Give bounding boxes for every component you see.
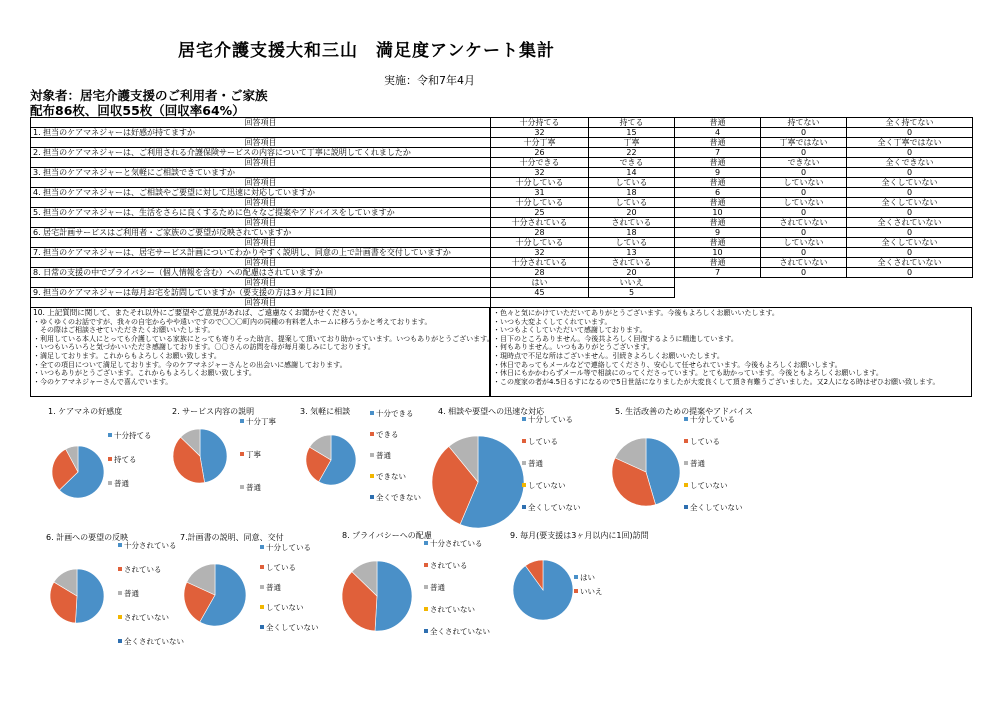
option-label-cell: 普通: [675, 138, 761, 148]
pie-chart-2: [172, 406, 276, 492]
comment-line: ・色々と気にかけていただいてありがとうございます。今後もよろしくお願いいたします。: [493, 309, 779, 317]
count-cell: 22: [589, 148, 675, 158]
pie-chart-1: [48, 406, 152, 498]
page-title: 居宅介護支援大和三山 満足度アンケート集計: [178, 41, 555, 61]
header-label-cell: 回答項目: [31, 258, 491, 268]
count-cell: 20: [589, 268, 675, 278]
legend-swatch: [684, 483, 688, 487]
pie-chart-4: [432, 406, 580, 528]
option-label-cell: 十分されている: [491, 218, 589, 228]
count-cell: 25: [491, 208, 589, 218]
legend-swatch: [424, 541, 428, 545]
question-cell: 5. 担当のケアマネジャーは、生活をさらに良くするために色々なご提案やアドバイスをしていますか: [31, 208, 491, 218]
option-label-cell: はい: [491, 278, 589, 288]
legend-swatch: [370, 495, 374, 499]
legend-label: 全くされていない: [430, 627, 490, 636]
count-cell: 0: [761, 188, 847, 198]
table-row: [31, 168, 973, 178]
legend-label: 十分している: [690, 415, 735, 424]
header-label-cell: 回答項目: [31, 118, 491, 128]
survey-date: 実施：令和7年4月: [384, 74, 475, 87]
legend-label: されている: [430, 561, 468, 570]
distribution-summary: 配布86枚、回収55枚（回収率64%）: [30, 103, 245, 118]
legend-label: している: [528, 437, 558, 446]
table-row: [31, 208, 973, 218]
count-cell: 18: [589, 228, 675, 238]
header-label-cell: 回答項目: [31, 198, 491, 208]
count-cell: 28: [491, 268, 589, 278]
comment-line: ・いつもありがとうございます。これからもよろしくお願い致します。: [33, 369, 256, 378]
option-label-cell: いいえ: [589, 278, 675, 288]
comment-line: ・目下のところありません。今後共よろしく回復するように精進しています。: [493, 334, 738, 343]
legend-label: 全くしていない: [528, 503, 581, 512]
option-label-cell: 全くできない: [847, 158, 973, 168]
question-cell: 6. 居宅計画サービスはご利用者・ご家族のご要望が反映されていますか: [31, 228, 491, 238]
legend-label: 全くしていない: [266, 623, 319, 632]
empty-cell: [847, 278, 973, 288]
comments-left: [30, 307, 494, 397]
chart-title: 2. サービス内容の説明: [172, 407, 255, 416]
legend-swatch: [118, 543, 122, 547]
count-cell: 5: [589, 288, 675, 298]
table-header-row: [31, 118, 973, 128]
option-label-cell: 全くしていない: [847, 178, 973, 188]
empty-cell: [761, 298, 847, 308]
legend-label: 普通: [528, 459, 543, 468]
legend-swatch: [240, 485, 244, 489]
question-10-text: 10. 上記質問に関して、またそれ以外にご要望やご意見があれば、ご遠慮なくお聞かせください。: [33, 308, 363, 317]
table-header-row: [31, 158, 973, 168]
legend-swatch: [684, 417, 688, 421]
option-label-cell: 十分している: [491, 198, 589, 208]
option-label-cell: している: [589, 238, 675, 248]
count-cell: 9: [675, 228, 761, 238]
legend-swatch: [522, 439, 526, 443]
empty-cell: [491, 298, 589, 308]
pie-chart-8: [342, 530, 490, 636]
option-label-cell: 普通: [675, 118, 761, 128]
count-cell: 13: [589, 248, 675, 258]
count-cell: 0: [847, 228, 973, 238]
count-cell: 0: [761, 268, 847, 278]
empty-cell: [847, 288, 973, 298]
count-cell: 0: [847, 128, 973, 138]
comment-line: ・満足しております。これからもよろしくお願い致します。: [33, 351, 221, 360]
legend-swatch: [118, 615, 122, 619]
legend-swatch: [260, 585, 264, 589]
count-cell: 32: [491, 168, 589, 178]
legend-swatch: [424, 563, 428, 567]
comment-line: ・休日であってもメールなどで連絡してくださり、安心して任せられています。今後もよろしくお願いします。: [493, 360, 842, 369]
option-label-cell: 普通: [675, 258, 761, 268]
legend-label: はい: [580, 573, 595, 582]
option-label-cell: 全くされていない: [847, 258, 973, 268]
legend-swatch: [260, 625, 264, 629]
header-label-cell: 回答項目: [31, 178, 491, 188]
legend-label: 十分されている: [430, 539, 483, 548]
legend-label: されていない: [430, 605, 475, 614]
table-row: [31, 128, 973, 138]
pie-slice: [200, 429, 227, 483]
comment-line: ・いつもよくしていただいて感謝しております。: [493, 326, 647, 335]
table-header-row: [31, 258, 973, 268]
option-label-cell: していない: [761, 238, 847, 248]
legend-swatch: [260, 545, 264, 549]
table-row: [31, 228, 973, 238]
table-header-row: [31, 178, 973, 188]
legend-swatch: [424, 629, 428, 633]
legend-swatch: [240, 419, 244, 423]
comment-line: ・今のケアマネジャーさんで喜んでいます。: [33, 377, 173, 386]
comment-line: ・休日にもかかわらずメール等で相談にのってくださっています。とても助かっています。今後ともよろしくお願いします。: [493, 369, 883, 378]
question-cell: 4. 担当のケアマネジャーは、ご相談やご要望に対して迅速に対応していますか: [31, 188, 491, 198]
count-cell: 18: [589, 188, 675, 198]
legend-swatch: [118, 591, 122, 595]
table-row: [31, 188, 973, 198]
option-label-cell: 普通: [675, 198, 761, 208]
empty-cell: [675, 288, 761, 298]
legend-label: 普通: [114, 479, 129, 488]
count-cell: 7: [675, 268, 761, 278]
legend-swatch: [522, 417, 526, 421]
count-cell: 10: [675, 208, 761, 218]
count-cell: 0: [761, 168, 847, 178]
count-cell: 0: [761, 208, 847, 218]
question-cell: 9. 担当のケアマネジャーは毎月お宅を訪問していますか（要支援の方は3ヶ月に1回）: [31, 288, 491, 298]
option-label-cell: している: [589, 198, 675, 208]
chart-title: 4. 相談や要望への迅速な対応: [438, 407, 545, 416]
question-cell: 8. 日常の支援の中でプライバシー（個人情報を含む）への配慮はされていますか: [31, 268, 491, 278]
legend-label: している: [690, 437, 720, 446]
option-label-cell: 丁寧ではない: [761, 138, 847, 148]
legend-swatch: [260, 565, 264, 569]
option-label-cell: 持てない: [761, 118, 847, 128]
legend-swatch: [574, 589, 578, 593]
count-cell: 0: [847, 148, 973, 158]
count-cell: 0: [847, 248, 973, 258]
comment-line: その際はご相談させていただきたくお願いいたします。: [33, 326, 215, 335]
legend-swatch: [118, 567, 122, 571]
comment-line: ・何もありません。いつもありがとうございます。: [493, 343, 654, 352]
option-label-cell: 全くされていない: [847, 218, 973, 228]
legend-label: できない: [376, 472, 406, 481]
count-cell: 26: [491, 148, 589, 158]
question-cell: 3. 担当のケアマネジャーと気軽にご相談できていますか: [31, 168, 491, 178]
legend-label: されている: [124, 565, 162, 574]
pie-chart-6: [46, 532, 184, 646]
option-label-cell: 全くしていない: [847, 238, 973, 248]
table-header-row: [31, 198, 973, 208]
header-label-cell: 回答項目: [31, 278, 491, 288]
option-label-cell: 普通: [675, 158, 761, 168]
comment-line: ・利用している本人にとっても介護している家族にとっても寄りそった助言、提案して頂いており助かっています。いつもありがとうございます。: [33, 334, 494, 343]
table-row: [31, 268, 973, 278]
table-header-row: [31, 238, 973, 248]
legend-swatch: [118, 639, 122, 643]
option-label-cell: していない: [761, 198, 847, 208]
legend-swatch: [424, 607, 428, 611]
count-cell: 10: [675, 248, 761, 258]
count-cell: 28: [491, 228, 589, 238]
chart-title: 5. 生活改善のための提案やアドバイス: [615, 407, 753, 416]
legend-label: していない: [266, 603, 304, 612]
legend-swatch: [684, 461, 688, 465]
question-cell: 2. 担当のケアマネジャーは、ご利用される介護保険サービスの内容について丁寧に説明してくれましたか: [31, 148, 491, 158]
table-header-row: [31, 298, 973, 308]
option-label-cell: されている: [589, 218, 675, 228]
legend-swatch: [108, 433, 112, 437]
table-row: [31, 248, 973, 258]
pie-chart-7: [180, 532, 319, 632]
chart-title: 3. 気軽に相談: [300, 407, 351, 416]
count-cell: 7: [675, 148, 761, 158]
count-cell: 0: [847, 168, 973, 178]
legend-swatch: [684, 505, 688, 509]
count-cell: 15: [589, 128, 675, 138]
count-cell: 9: [675, 168, 761, 178]
header-label-cell: 回答項目: [31, 238, 491, 248]
legend-label: 十分丁寧: [246, 417, 276, 426]
count-cell: 0: [761, 148, 847, 158]
legend-swatch: [684, 439, 688, 443]
chart-title: 9. 毎月(要支援は3ヶ月以内に1回)訪問: [510, 531, 649, 540]
chart-title: 7.計画書の説明、同意、交付: [180, 533, 284, 542]
option-label-cell: 十分している: [491, 178, 589, 188]
option-label-cell: 普通: [675, 178, 761, 188]
legend-label: 普通: [430, 583, 445, 592]
legend-label: されていない: [124, 613, 169, 622]
header-label-cell: 回答項目: [31, 158, 491, 168]
count-cell: 20: [589, 208, 675, 218]
header-label-cell: 回答項目: [31, 218, 491, 228]
survey-target: 対象者：居宅介護支援のご利用者・ご家族: [30, 88, 268, 103]
option-label-cell: 十分できる: [491, 158, 589, 168]
option-label-cell: 持てる: [589, 118, 675, 128]
option-label-cell: 全くしていない: [847, 198, 973, 208]
option-label-cell: 全く丁寧ではない: [847, 138, 973, 148]
count-cell: 32: [491, 128, 589, 138]
comment-line: ・いつも大変よくしてくれています。: [493, 317, 612, 326]
legend-label: 十分されている: [124, 541, 177, 550]
legend-swatch: [522, 505, 526, 509]
question-cell: 1. 担当のケアマネジャーは好感が持てますか: [31, 128, 491, 138]
legend-label: していない: [528, 481, 566, 490]
comment-line: ・ゆくゆくのお話ですが、我々の自宅からやや遠いですので〇〇〇町内の同種の有料老人ホームに移ろうかと考えております。: [33, 317, 432, 326]
legend-label: 十分持てる: [114, 431, 152, 440]
comment-line: ・いつもいろいろと気づかいいただき感謝しております。〇〇さんの訪問を母が毎月楽しみにしております。: [33, 343, 375, 352]
legend-swatch: [370, 411, 374, 415]
legend-label: 十分できる: [376, 409, 414, 418]
option-label-cell: されている: [589, 258, 675, 268]
count-cell: 45: [491, 288, 589, 298]
comments-right: [490, 307, 972, 397]
empty-cell: [589, 298, 675, 308]
count-cell: 14: [589, 168, 675, 178]
chart-title: 6. 計画への要望の反映: [46, 533, 129, 542]
chart-title: 1. ケアマネの好感度: [48, 407, 123, 416]
pie-chart-3: [300, 406, 421, 502]
pie-slice: [75, 569, 104, 623]
chart-title: 8. プライバシーへの配慮: [342, 531, 432, 540]
table-header-row: [31, 138, 973, 148]
legend-swatch: [108, 457, 112, 461]
legend-label: 普通: [266, 583, 281, 592]
option-label-cell: できない: [761, 158, 847, 168]
legend-swatch: [522, 461, 526, 465]
legend-label: 十分している: [266, 543, 311, 552]
legend-swatch: [574, 575, 578, 579]
header-label-cell: 回答項目: [31, 298, 491, 308]
legend-swatch: [522, 483, 526, 487]
pie-slice: [375, 561, 412, 631]
table-row: [31, 288, 973, 298]
comment-line: ・現時点で不足な所はございません。引続きよろしくお願いいたします。: [493, 351, 724, 360]
legend-label: 普通: [246, 483, 261, 492]
option-label-cell: されていない: [761, 218, 847, 228]
legend-swatch: [424, 585, 428, 589]
pie-charts: [0, 400, 1000, 646]
legend-swatch: [370, 474, 374, 478]
count-cell: 0: [761, 228, 847, 238]
option-label-cell: できる: [589, 158, 675, 168]
legend-label: 普通: [124, 589, 139, 598]
legend-label: 全くできない: [376, 493, 421, 502]
option-label-cell: 全く持てない: [847, 118, 973, 128]
question-cell: 7. 担当のケアマネジャーは、居宅サービス計画についてわかりやすく説明し、同意の上で計画書を交付していますか: [31, 248, 491, 258]
count-cell: 0: [847, 208, 973, 218]
option-label-cell: 十分されている: [491, 258, 589, 268]
count-cell: 32: [491, 248, 589, 258]
option-label-cell: 普通: [675, 238, 761, 248]
count-cell: 0: [847, 188, 973, 198]
legend-swatch: [370, 453, 374, 457]
legend-swatch: [370, 432, 374, 436]
empty-cell: [847, 298, 973, 308]
option-label-cell: している: [589, 178, 675, 188]
count-cell: 4: [675, 128, 761, 138]
legend-swatch: [260, 605, 264, 609]
option-label-cell: されていない: [761, 258, 847, 268]
table-header-row: [31, 278, 973, 288]
option-label-cell: 丁寧: [589, 138, 675, 148]
empty-cell: [675, 278, 761, 288]
empty-cell: [761, 278, 847, 288]
pie-chart-5: [612, 406, 753, 512]
comment-line: ・この度家の者が4.5日るすになるので5日世話になりましたが大変良くして頂き有難うございました。又2人になる時はぜひお願い致します。: [493, 377, 940, 386]
count-cell: 6: [675, 188, 761, 198]
legend-label: いいえ: [580, 587, 603, 596]
option-label-cell: 十分持てる: [491, 118, 589, 128]
legend-label: 十分している: [528, 415, 573, 424]
legend-label: 普通: [376, 451, 391, 460]
survey-results-table: [30, 117, 973, 308]
legend-label: していない: [690, 481, 728, 490]
comment-line: ・全ての項目について満足しております。今のケアマネジャーさんとの出会いに感謝しております。: [33, 360, 347, 369]
option-label-cell: 普通: [675, 218, 761, 228]
legend-label: 全くしていない: [690, 503, 743, 512]
count-cell: 0: [847, 268, 973, 278]
option-label-cell: していない: [761, 178, 847, 188]
count-cell: 0: [761, 248, 847, 258]
pie-chart-9: [510, 530, 649, 620]
legend-label: 持てる: [114, 455, 137, 464]
table-header-row: [31, 218, 973, 228]
option-label-cell: 十分している: [491, 238, 589, 248]
option-label-cell: 十分丁寧: [491, 138, 589, 148]
empty-cell: [675, 298, 761, 308]
count-cell: 0: [761, 128, 847, 138]
legend-label: している: [266, 563, 296, 572]
legend-label: 普通: [690, 459, 705, 468]
legend-swatch: [240, 452, 244, 456]
empty-cell: [761, 288, 847, 298]
header-label-cell: 回答項目: [31, 138, 491, 148]
legend-swatch: [108, 481, 112, 485]
count-cell: 31: [491, 188, 589, 198]
legend-label: できる: [376, 430, 399, 439]
table-row: [31, 148, 973, 158]
legend-label: 丁寧: [246, 450, 261, 459]
legend-label: 全くされていない: [124, 637, 184, 646]
